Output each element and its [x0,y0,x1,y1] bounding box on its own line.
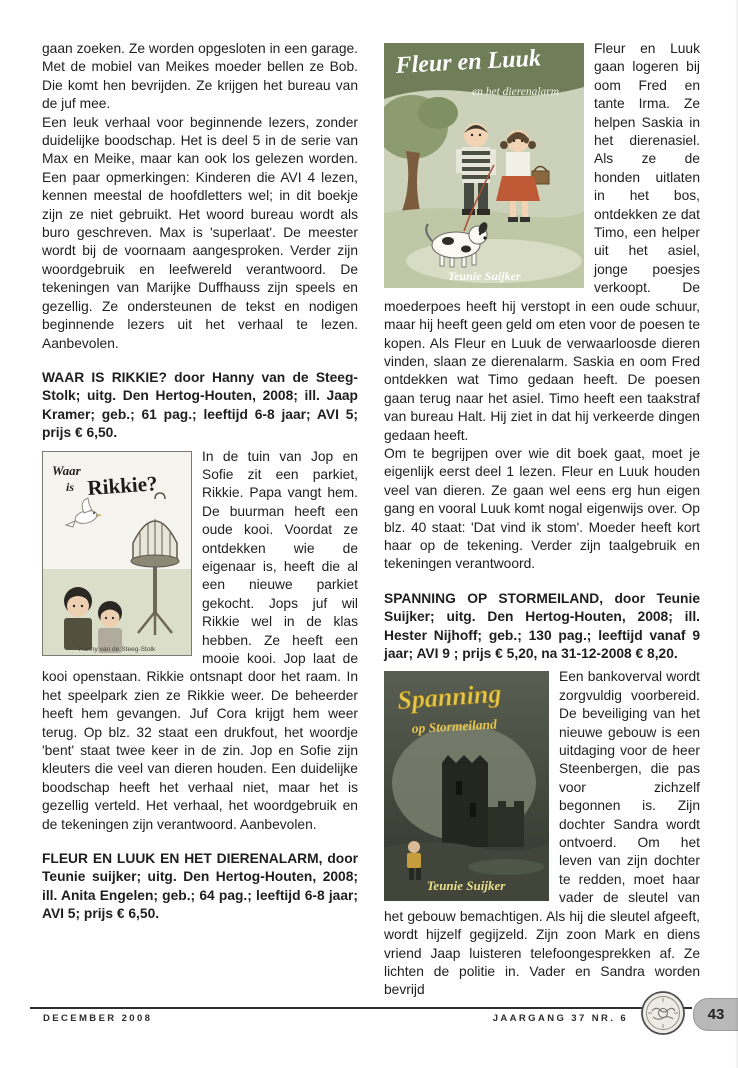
review-text-rikkie: In de tuin van Jop en Sofie zit een parkiet, Rikkie. Papa vangt hem. De buurman heeft een oude kooi. Voordat ze ontdekken wie de eigenaar is, heeft die al een nieuwe parkiet gekocht. Jops juf wil Rikkie wel in de klas hebben. Ze heeft een mooie kooi. Jop laat de kooi openstaan. Rikkie ontsnapt door het raam. In het speelpark zien ze Rikkie weer. De beheerder heeft hem gevangen. Juf Cora krijgt hem weer terug. Op blz. 32 staat een drukfout, het woordje 'bent' staat twee keer in de zin. Jop en Sofie zijn kleuters die veel van dieren houden. Een duidelijke boodschap heeft het verhaal niet, maar het is gezellig verteld. Het verhaal, het woordgebruik en de tekeningen zijn verantwoord. Aanbevolen. [42,448,358,832]
review-heading-rikkie: WAAR IS RIKKIE? door Hanny van de Steeg-Stolk; uitg. Den Hertog-Houten, 2008; ill. Jaap Kramer; geb.; 61 pag.; leeftijd 6-8 jaar; AVI 5; prijs € 6,50. [42,369,358,441]
text-columns [42,40,700,998]
footer-issue-date: DECEMBER 2008 [43,1013,153,1024]
storm-cover-author: Teunie Suijker [426,878,506,894]
figure-illustration [407,841,421,880]
fleur-book-cover-image [384,43,584,288]
footer-volume-label: JAARGANG 37 NR. 6 [492,1013,628,1024]
left-column [42,40,358,998]
intro-paragraph-1: gaan zoeken. Ze worden opgesloten in een garage. Met de mobiel van Meikes moeder bellen ze Bob. Die komt hen bevrijden. Ze krijgen het bureau van de juf mee. [42,41,358,112]
rikkie-book-cover-image [42,451,192,656]
rikkie-cover-title-word2: is [66,479,75,494]
fleur-cover-subtitle: en het dierenalarm [472,86,560,98]
review-storm [384,668,700,998]
storm-cover-subtitle: op Stormeiland [411,716,498,737]
review-rikkie [42,448,358,835]
review-fleur [384,40,700,445]
intro-paragraph-2: Een leuk verhaal voor beginnende lezers, zonder duidelijke boodschap. Het is deel 5 in de serie van Max en Meike, maar kan ook los gelezen worden. Een paar opmerkingen: Kinderen die AVI 4 lezen, kennen meestal de hoofdletters wel; in dit boekje zijn ze niet gebruikt. Het woord bureau wordt als buro geschreven. Max is 'superlaat'. De meester wordt bij de voornaam aangesproken. Verder zijn woordgebruik en leefwereld verantwoord. De tekeningen van Marijke Duffhauss zijn speels en gezellig. Ze ondersteunen de tekst en nodigen beginnende lezers uit het verhaal te lezen. Aanbevolen. [42,114,358,351]
page-number-badge [693,998,738,1031]
footer-rule [30,1007,692,1009]
storm-cover-title: Spanning [396,679,503,716]
fleur-cover-title: Fleur en Luuk [394,45,542,79]
fleur-cover-author: Teunie Suijker [448,269,521,283]
review-heading-storm: SPANNING OP STORMEILAND, door Teunie Suijker; uitg. Den Hertog-Houten, 2008; ill. Hester Nijhoff; geb.; 130 pag.; leeftijd vanaf 9 jaar; AVI 9 ; prijs € 5,20, na 31-12-2008 € 8,20. [384,590,700,661]
right-column [384,40,700,998]
review-text-fleur-2: Om te begrijpen over wie dit boek gaat, moet je eigenlijk eerst deel 1 lezen. Fleur en Luuk houden veel van dieren. Ze gaan wel eens erg hun eigen gang en vooral Luuk komt nogal eigenwijs over. Op blz. 40 staat: 'Dat vind ik stom'. Moeder heeft kort haar op de tekening. Verder zijn taalgebruik en tekeningen verantwoord. [384,445,700,572]
rikkie-cover-title-word1: Waar [52,462,81,478]
page-number: 43 [707,1006,725,1023]
review-heading-fleur: FLEUR EN LUUK EN HET DIERENALARM, door Teunie suijker; uitg. Den Hertog-Houten, 2008; ill. Anita Engelen; geb.; 64 pag.; leeftijd 6-8 jaar; AVI 5; prijs € 6,50. [42,851,358,922]
storm-book-cover-image [384,671,549,901]
rikkie-cover-title-word3: Rikkie? [86,470,159,500]
review-text-storm: Een bankoverval wordt zorgvuldig voorbereid. De beveiliging van het nieuwe gebouw is een uitdaging voor de heer Steenbergen, die pas voor zichzelf begonnen is. Zijn dochter Sandra wordt ontvoerd. Om het leven van zijn dochter te redden, moet haar vader de sleutel van het gebouw bemachtigen. Als hij die sleutel afgeeft, wordt hijzelf gegijzeld. Zijn zoon Mark en diens vriend Jaap luisteren telefoongesprekken af. Ze lichten de politie in. Vader en Sandra worden bevrijd [384,669,700,998]
rikkie-cover-author: Hanny van de Steeg-Stolk [78,645,156,653]
review-text-fleur-1: Fleur en Luuk gaan logeren bij oom Fred en tante Irma. Ze helpen Saskia in het dierenasiel. Als ze de honden uitlaten in het bos, ontdekken ze dat Timo, een helper uit het asiel, jonge poesjes verkoopt. De moederpoes heeft hij verstopt in een oude schuur, maar hij heeft geen geld om eten voor de poesen te kopen. Als Fleur en Luuk de verwaarloosde dieren vinden, slaan ze dierenalarm. Saskia en oom Fred ontdekken wat Timo gedaan heeft. De poesen gaan terug naar het asiel. Timo heeft een taakstraf van bureau Halt. Hij ziet in dat hij verkeerde dingen gedaan heeft. [384,41,700,443]
publisher-seal-icon [640,990,686,1036]
